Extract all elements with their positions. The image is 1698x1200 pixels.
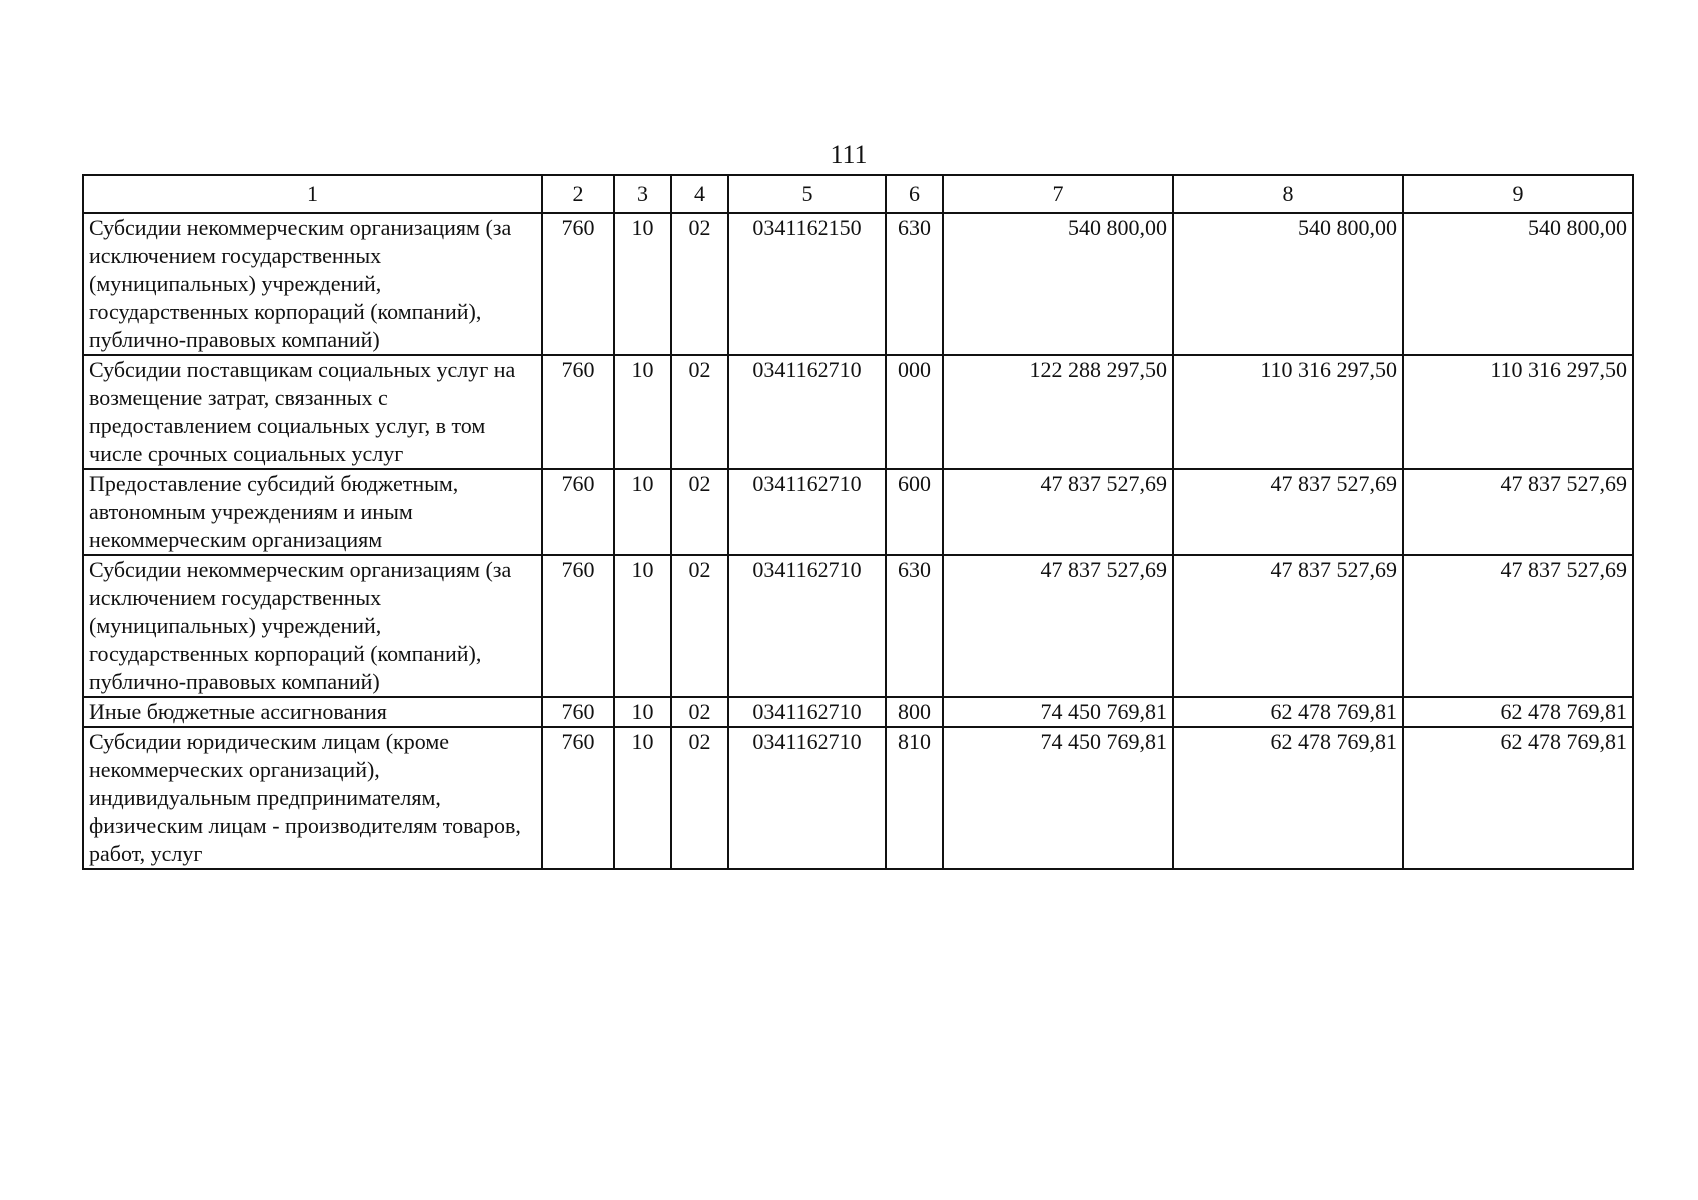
column-header: 6 <box>886 175 943 213</box>
cell-amount-8: 540 800,00 <box>1173 213 1403 355</box>
cell-ministry-code: 760 <box>542 727 614 869</box>
cell-ministry-code: 760 <box>542 697 614 727</box>
row-name: Иные бюджетные ассигнования <box>83 697 542 727</box>
cell-target-article: 0341162710 <box>728 555 886 697</box>
cell-amount-9: 47 837 527,69 <box>1403 555 1633 697</box>
cell-subsection: 02 <box>671 469 728 555</box>
cell-section: 10 <box>614 213 671 355</box>
column-header: 8 <box>1173 175 1403 213</box>
page-number: 111 <box>830 140 868 169</box>
table-row <box>83 697 1633 727</box>
cell-ministry-code: 760 <box>542 213 614 355</box>
cell-target-article: 0341162710 <box>728 469 886 555</box>
cell-section: 10 <box>614 697 671 727</box>
budget-table <box>82 174 1634 870</box>
row-name: Субсидии поставщикам социальных услуг на возмещение затрат, связанных с предоставлением социальных услуг, в том числе срочных социальных услуг <box>83 355 542 469</box>
cell-subsection: 02 <box>671 555 728 697</box>
cell-expense-type: 800 <box>886 697 943 727</box>
cell-subsection: 02 <box>671 355 728 469</box>
table-row <box>83 727 1633 869</box>
column-header: 2 <box>542 175 614 213</box>
cell-amount-9: 62 478 769,81 <box>1403 697 1633 727</box>
header-row <box>83 175 1633 213</box>
cell-amount-8: 62 478 769,81 <box>1173 697 1403 727</box>
cell-subsection: 02 <box>671 213 728 355</box>
cell-amount-9: 62 478 769,81 <box>1403 727 1633 869</box>
cell-target-article: 0341162710 <box>728 727 886 869</box>
column-header: 9 <box>1403 175 1633 213</box>
cell-target-article: 0341162710 <box>728 697 886 727</box>
cell-expense-type: 810 <box>886 727 943 869</box>
cell-amount-7: 540 800,00 <box>943 213 1173 355</box>
cell-ministry-code: 760 <box>542 355 614 469</box>
cell-section: 10 <box>614 469 671 555</box>
column-header: 4 <box>671 175 728 213</box>
cell-expense-type: 000 <box>886 355 943 469</box>
cell-amount-7: 74 450 769,81 <box>943 697 1173 727</box>
row-name: Субсидии некоммерческим организациям (за исключением государственных (муниципальных) учреждений, государственных корпораций (компаний), публично-правовых компаний) <box>83 213 542 355</box>
column-header: 3 <box>614 175 671 213</box>
table-row <box>83 355 1633 469</box>
cell-section: 10 <box>614 555 671 697</box>
cell-amount-8: 47 837 527,69 <box>1173 555 1403 697</box>
cell-amount-8: 47 837 527,69 <box>1173 469 1403 555</box>
cell-section: 10 <box>614 355 671 469</box>
cell-amount-7: 122 288 297,50 <box>943 355 1173 469</box>
cell-amount-7: 74 450 769,81 <box>943 727 1173 869</box>
cell-amount-8: 110 316 297,50 <box>1173 355 1403 469</box>
column-header: 1 <box>83 175 542 213</box>
column-header: 5 <box>728 175 886 213</box>
table-row <box>83 213 1633 355</box>
cell-ministry-code: 760 <box>542 555 614 697</box>
cell-amount-9: 110 316 297,50 <box>1403 355 1633 469</box>
cell-expense-type: 630 <box>886 555 943 697</box>
cell-section: 10 <box>614 727 671 869</box>
row-name: Субсидии некоммерческим организациям (за исключением государственных (муниципальных) учреждений, государственных корпораций (компаний), публично-правовых компаний) <box>83 555 542 697</box>
table-row <box>83 469 1633 555</box>
cell-amount-8: 62 478 769,81 <box>1173 727 1403 869</box>
cell-expense-type: 630 <box>886 213 943 355</box>
cell-amount-7: 47 837 527,69 <box>943 555 1173 697</box>
cell-amount-9: 540 800,00 <box>1403 213 1633 355</box>
column-header: 7 <box>943 175 1173 213</box>
cell-target-article: 0341162710 <box>728 355 886 469</box>
row-name: Предоставление субсидий бюджетным, автономным учреждениям и иным некоммерческим организациям <box>83 469 542 555</box>
cell-ministry-code: 760 <box>542 469 614 555</box>
cell-subsection: 02 <box>671 697 728 727</box>
cell-amount-7: 47 837 527,69 <box>943 469 1173 555</box>
cell-target-article: 0341162150 <box>728 213 886 355</box>
row-name: Субсидии юридическим лицам (кроме некоммерческих организаций), индивидуальным предпринимателям, физическим лицам - производителям товаров, работ, услуг <box>83 727 542 869</box>
cell-expense-type: 600 <box>886 469 943 555</box>
cell-subsection: 02 <box>671 727 728 869</box>
table-row <box>83 555 1633 697</box>
cell-amount-9: 47 837 527,69 <box>1403 469 1633 555</box>
